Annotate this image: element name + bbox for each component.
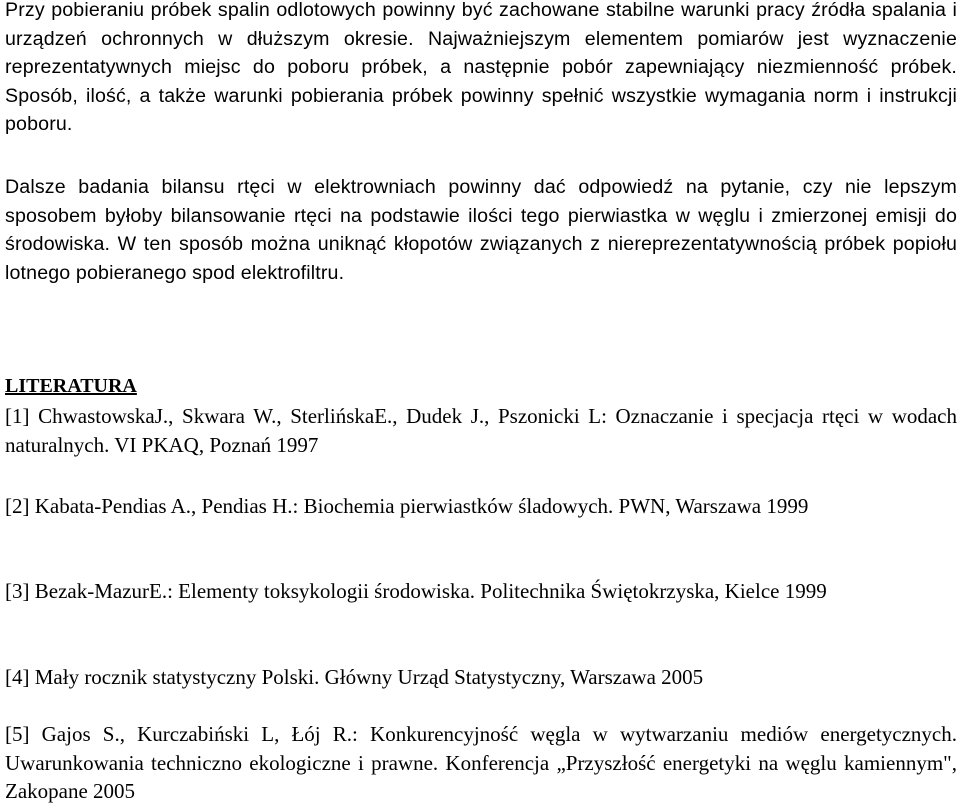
reference-2: [2] Kabata-Pendias A., Pendias H.: Biochemia pierwiastków śladowych. PWN, Warszawa 1999 (5, 494, 809, 518)
reference-3: [3] Bezak-MazurE.: Elementy toksykologii środowiska. Politechnika Świętokrzyska, Kielce 1999 (5, 579, 827, 603)
reference-4: [4] Mały rocznik statystyczny Polski. Główny Urząd Statystyczny, Warszawa 2005 (5, 665, 704, 689)
reference-1: [1] ChwastowskaJ., Skwara W., SterlińskaE., Dudek J., Pszonicki L: Oznaczanie i specjacja rtęci w wodach naturalnych. VI PKAQ, Poznań 1997 (5, 404, 957, 457)
literature-heading: LITERATURA (5, 375, 137, 397)
body-paragraph-1: Przy pobieraniu próbek spalin odlotowych powinny być zachowane stabilne warunki pracy źródła spalania i urządzeń ochronnych w dłuższym okresie. Najważniejszym elementem pomiarów jest wyznaczenie reprezentatywnych miejsc do poboru próbek, a następnie pobór zapewniający niezmienność próbek. Sposób, ilość, a także warunki pobierania próbek powinny spełnić wszystkie wymagania norm i instrukcji poboru. (5, 0, 957, 136)
body-paragraph-2: Dalsze badania bilansu rtęci w elektrowniach powinny dać odpowiedź na pytanie, czy nie lepszym sposobem byłoby bilansowanie rtęci na podstawie ilości tego pierwiastka w węglu i zmierzonej emisji do środowiska. W ten sposób można uniknąć kłopotów związanych z niereprezentatywnością próbek popiołu lotnego pobieranego spod elektrofiltru. (5, 176, 957, 284)
reference-5: [5] Gajos S., Kurczabiński L, Łój R.: Konkurencyjność węgla w wytwarzaniu mediów energetycznych. Uwarunkowania techniczno ekologiczne i prawne. Konferencja „Przyszłość energetyki na węglu kamiennym", Zakopane 2005 (5, 722, 957, 804)
